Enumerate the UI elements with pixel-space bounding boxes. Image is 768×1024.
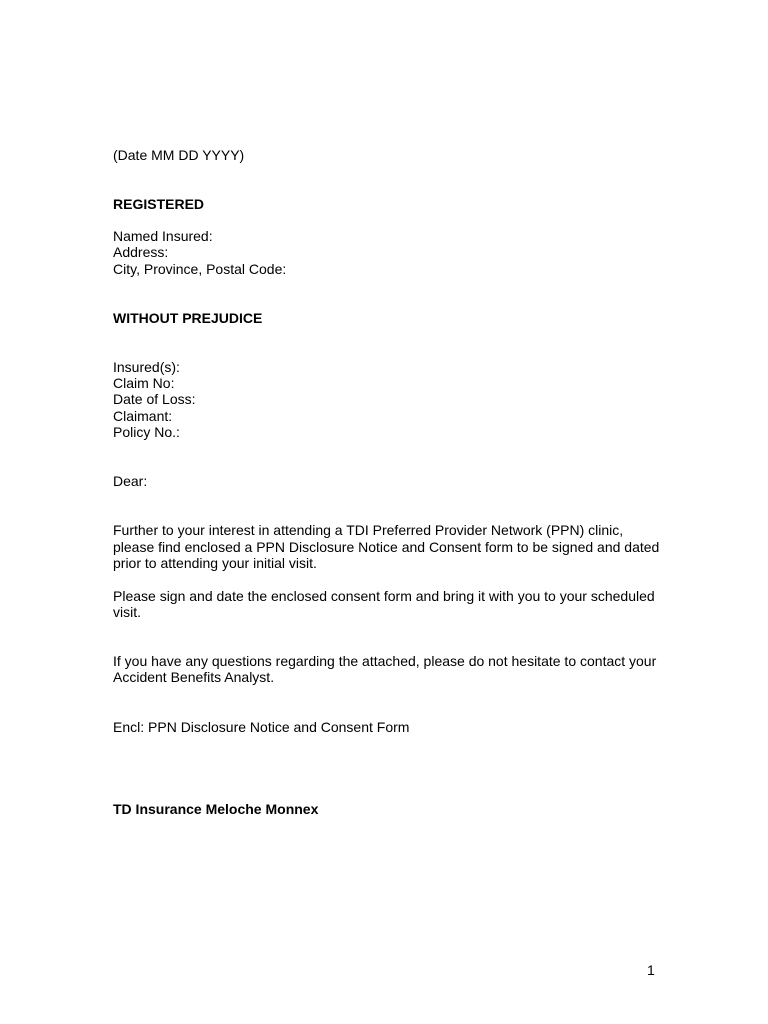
- named-insured-line: Named Insured:: [113, 228, 213, 244]
- paragraph-line: If you have any questions regarding the attached, please do not hesitate to contact your: [113, 653, 657, 669]
- registered-label: REGISTERED: [113, 196, 205, 212]
- paragraph-line: Please sign and date the enclosed consent form and bring it with you to your scheduled: [113, 588, 655, 604]
- enclosure-line: Encl: PPN Disclosure Notice and Consent Form: [113, 719, 410, 735]
- page-number: 1: [647, 962, 655, 978]
- salutation: Dear:: [113, 473, 148, 489]
- paragraph-line: Accident Benefits Analyst.: [113, 669, 275, 685]
- paragraph-line: prior to attending your initial visit.: [113, 555, 317, 571]
- date-placeholder: (Date MM DD YYYY): [113, 147, 245, 163]
- insureds-line: Insured(s):: [113, 359, 180, 375]
- claimant-line: Claimant:: [113, 408, 173, 424]
- signature-company: TD Insurance Meloche Monnex: [113, 801, 319, 817]
- claim-no-line: Claim No:: [113, 375, 175, 391]
- paragraph-line: visit.: [113, 604, 141, 620]
- city-province-postal-line: City, Province, Postal Code:: [113, 261, 287, 277]
- address-line: Address:: [113, 244, 169, 260]
- policy-no-line: Policy No.:: [113, 424, 180, 440]
- paragraph-line: please find enclosed a PPN Disclosure Notice and Consent form to be signed and dated: [113, 539, 660, 555]
- paragraph-line: Further to your interest in attending a TDI Preferred Provider Network (PPN) clinic,: [113, 522, 624, 538]
- without-prejudice-label: WITHOUT PREJUDICE: [113, 310, 263, 326]
- date-of-loss-line: Date of Loss:: [113, 391, 196, 407]
